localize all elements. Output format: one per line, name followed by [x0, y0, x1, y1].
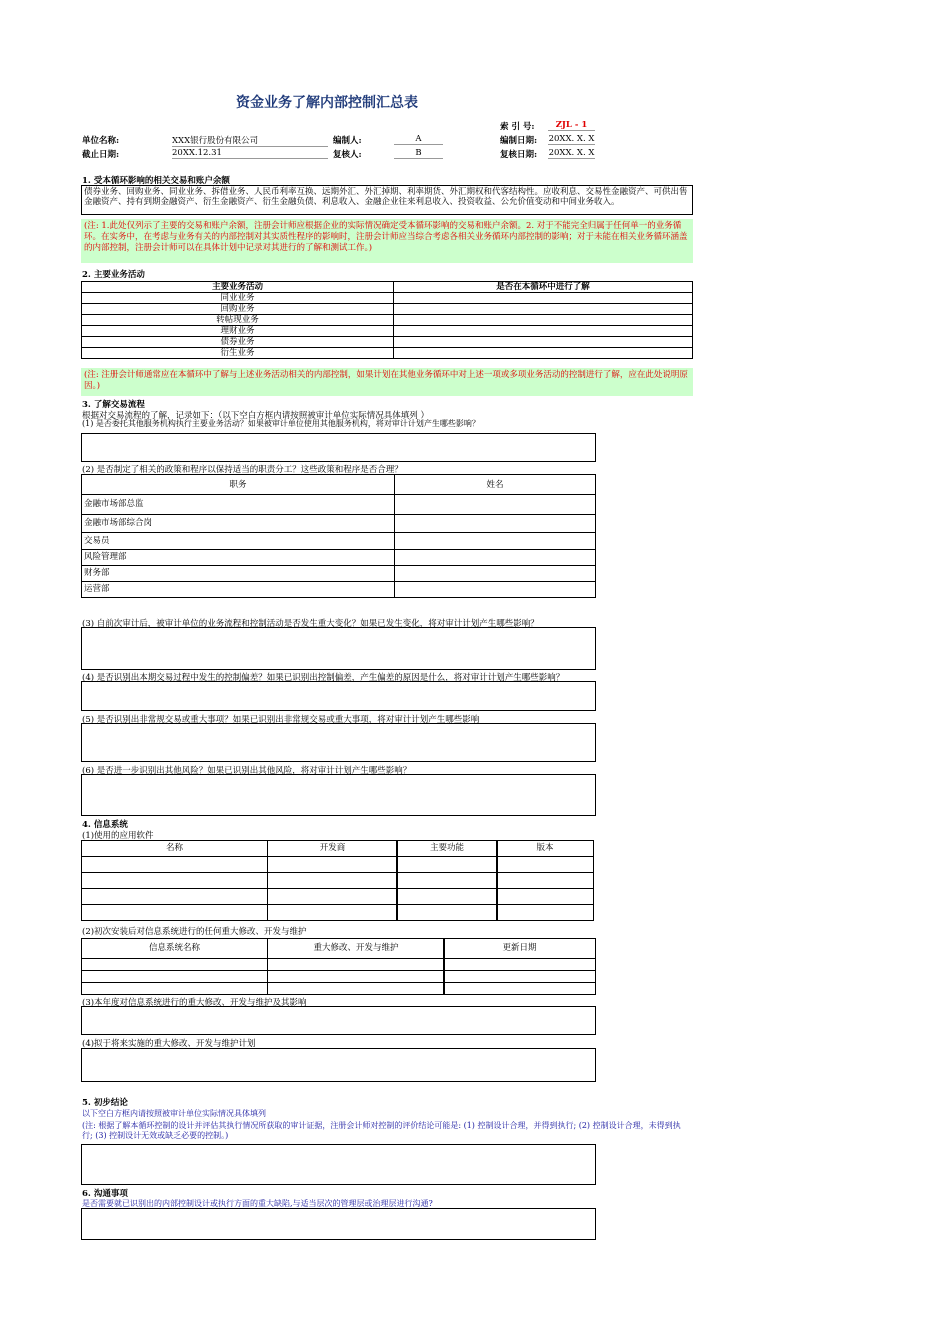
section-3-intro: 根据对交易流程的了解，记录如下：（以下空白方框内请按照被审计单位实际情况具体填列 ）: [82, 411, 429, 421]
prep-date-value: 20XX. X. X: [548, 134, 595, 144]
mod-cell[interactable]: [443, 982, 596, 995]
mod-col-header: 更新日期: [443, 938, 596, 959]
section-2-title: 2. 主要业务活动: [82, 270, 145, 280]
review-date-value: 20XX. X. X: [548, 148, 595, 158]
unit-label: 单位名称:: [82, 136, 120, 146]
col-header-understood: 是否在本循环中进行了解: [393, 281, 693, 293]
mod-cell[interactable]: [267, 982, 445, 995]
section-2-note: (注: 注册会计师通常应在本循环中了解与上述业务活动相关的内部控制，如果计划在其他业务循环中对上述一项或多项业务活动的控制进行了解，应在此处说明原因。): [81, 368, 693, 396]
role-row-label: 运营部: [81, 581, 395, 598]
software-cell[interactable]: [496, 888, 594, 905]
software-col-header: 主要功能: [396, 840, 498, 857]
software-col-header: 名称: [81, 840, 268, 857]
role-row-label: 金融市场部总监: [81, 494, 395, 515]
answer-box-5[interactable]: [81, 723, 596, 762]
software-cell[interactable]: [81, 888, 268, 905]
software-cell[interactable]: [396, 872, 498, 889]
section-1-title: 1. 受本循环影响的相关交易和账户余额: [82, 176, 230, 186]
mod-col-header: 重大修改、开发与维护: [267, 938, 445, 959]
software-cell[interactable]: [496, 856, 594, 873]
modifications-subtitle: (2)初次安装后对信息系统进行的任何重大修改、开发与维护: [82, 927, 307, 937]
section-6-line: 是否需要就已识别出的内部控制设计或执行方面的重大缺陷,与适当层次的管理层或治理层进行沟通?: [82, 1199, 433, 1208]
prep-date-label: 编制日期:: [500, 136, 538, 146]
col-header-role: 职务: [81, 474, 395, 495]
software-col-header: 开发商: [267, 840, 398, 857]
answer-box-conclusion[interactable]: [81, 1144, 596, 1185]
index-value: ZJL - 1: [548, 120, 595, 131]
question-6: (6) 是否进一步识别出其他风险？如果已识别出其他风险，将对审计计划产生哪些影响？: [82, 766, 412, 776]
software-cell[interactable]: [267, 856, 398, 873]
software-col-header: 版本: [496, 840, 594, 857]
answer-box-3[interactable]: [81, 627, 596, 670]
software-cell[interactable]: [81, 856, 268, 873]
role-row-name[interactable]: [394, 565, 596, 582]
answer-box-communication[interactable]: [81, 1208, 596, 1240]
roles-table: [81, 474, 596, 615]
software-cell[interactable]: [267, 888, 398, 905]
activity-row-label: 衍生业务: [81, 347, 394, 359]
modifications-table: [81, 938, 596, 994]
answer-box-4[interactable]: [81, 681, 596, 711]
question-4: (4) 是否识别出本期交易过程中发生的控制偏差？如果已识别出控制偏差，产生偏差的原因是什么，将对审计计划产生哪些影响？: [82, 673, 565, 683]
role-row-name[interactable]: [394, 581, 596, 598]
activity-row-label: 理财业务: [81, 325, 394, 337]
software-cell[interactable]: [396, 904, 498, 921]
activity-row-label: 回购业务: [81, 303, 394, 315]
activity-row-label: 债券业务: [81, 336, 394, 348]
software-cell[interactable]: [396, 856, 498, 873]
role-row-label: 财务部: [81, 565, 395, 582]
section-5-line: 以下空白方框内请按照被审计单位实际情况具体填列: [82, 1109, 266, 1118]
role-row-name[interactable]: [394, 514, 596, 533]
section-3-title: 3. 了解交易流程: [82, 400, 145, 410]
col-header-name: 姓名: [394, 474, 596, 495]
index-label: 索 引 号:: [500, 122, 535, 132]
question-3: (3) 自前次审计后，被审计单位的业务流程和控制活动是否发生重大变化？如果已发生变化，将对审计计划产生哪些影响？: [82, 619, 539, 629]
activity-row-label: 同业业务: [81, 292, 394, 304]
software-cell[interactable]: [496, 904, 594, 921]
page-title: 资金业务了解内部控制汇总表: [236, 95, 418, 111]
role-row-name[interactable]: [394, 494, 596, 515]
section-5-note: (注: 根据了解本循环控制的设计并评估其执行情况所获取的审计证据，注册会计师对控制的评价结论可能是: (1) 控制设计合理，并得到执行; (2) 控制设计合理，未得到执行; (3) 控制设计无效或缺乏必要的控制。): [82, 1121, 681, 1140]
cutoff-label: 截止日期:: [82, 150, 120, 160]
role-row-label: 金融市场部综合岗: [81, 514, 395, 533]
software-table: [81, 840, 596, 920]
software-cell[interactable]: [496, 872, 594, 889]
section-1-text: 债券业务、回购业务、同业业务、拆借业务、人民币利率互换、远期外汇、外汇掉期、利率期货、外汇期权和代客结构性。应收利息、交易性金融资产、可供出售金融资产、持有到期金融资产、衍生金融资产、衍生金融负债、利息收入、金融企业往来利息收入、投资收益、公允价值变动和中间业务收入。: [81, 185, 693, 215]
answer-box-annual-changes[interactable]: [81, 1006, 596, 1035]
software-subtitle: (1)使用的应用软件: [82, 831, 154, 841]
review-date-label: 复核日期:: [500, 150, 538, 160]
reviewer-label: 复核人:: [333, 150, 362, 160]
future-plans-subtitle: (4)拟于将来实施的重大修改、开发与维护计划: [82, 1039, 256, 1049]
answer-box-1[interactable]: [81, 433, 596, 462]
section-6-title: 6. 沟通事项: [82, 1189, 128, 1199]
activity-row-answer[interactable]: [393, 347, 693, 359]
unit-value: XXX银行股份有限公司: [172, 134, 328, 147]
role-row-name[interactable]: [394, 549, 596, 566]
section-5-title: 5. 初步结论: [82, 1098, 128, 1108]
role-row-name[interactable]: [394, 532, 596, 550]
preparer-label: 编制人:: [333, 136, 362, 146]
role-row-label: 交易员: [81, 532, 395, 550]
software-cell[interactable]: [267, 872, 398, 889]
role-row-label: 风险管理部: [81, 549, 395, 566]
question-1: (1) 是否委托其他服务机构执行主要业务活动？如果被审计单位使用其他服务机构，将对审计计划产生哪些影响？: [82, 419, 480, 428]
cutoff-value: 20XX.12.31: [172, 148, 328, 159]
section-1-note: (注: 1.此处仅列示了主要的交易和账户余额，注册会计师应根据企业的实际情况确定受本循环影响的交易和账户余额。2. 对于不能完全归属于任何单一的业务循环。在实务中，在考虑与业务有关的内部控制对其实质性程序的影响时，注册会计师应当综合考虑各相关业务循环内部控制的影响；对于未能在相关业务循环涵盖的内部控制，注册会计师可以在具体计划中记录对其进行的了解和测试工作。): [81, 219, 693, 263]
question-2: (2) 是否制定了相关的政策和程序以保持适当的职责分工？这些政策和程序是否合理？: [82, 465, 403, 475]
answer-box-6[interactable]: [81, 774, 596, 816]
activity-row-label: 转帖现业务: [81, 314, 394, 326]
section-4-title: 4. 信息系统: [82, 820, 128, 830]
reviewer-value: B: [394, 148, 443, 159]
col-header-activity: 主要业务活动: [81, 281, 394, 293]
annual-changes-subtitle: (3)本年度对信息系统进行的重大修改、开发与维护及其影响: [82, 998, 307, 1008]
software-cell[interactable]: [81, 904, 268, 921]
question-5: (5) 是否识别出非常规交易或重大事项？如果已识别出非常规交易或重大事项，将对审计计划产生哪些影响: [82, 715, 480, 725]
mod-col-header: 信息系统名称: [81, 938, 268, 959]
answer-box-future-plans[interactable]: [81, 1048, 596, 1082]
software-cell[interactable]: [396, 888, 498, 905]
mod-cell[interactable]: [81, 982, 268, 995]
preparer-value: A: [394, 134, 443, 145]
software-cell[interactable]: [81, 872, 268, 889]
activities-table: [81, 281, 693, 365]
software-cell[interactable]: [267, 904, 398, 921]
